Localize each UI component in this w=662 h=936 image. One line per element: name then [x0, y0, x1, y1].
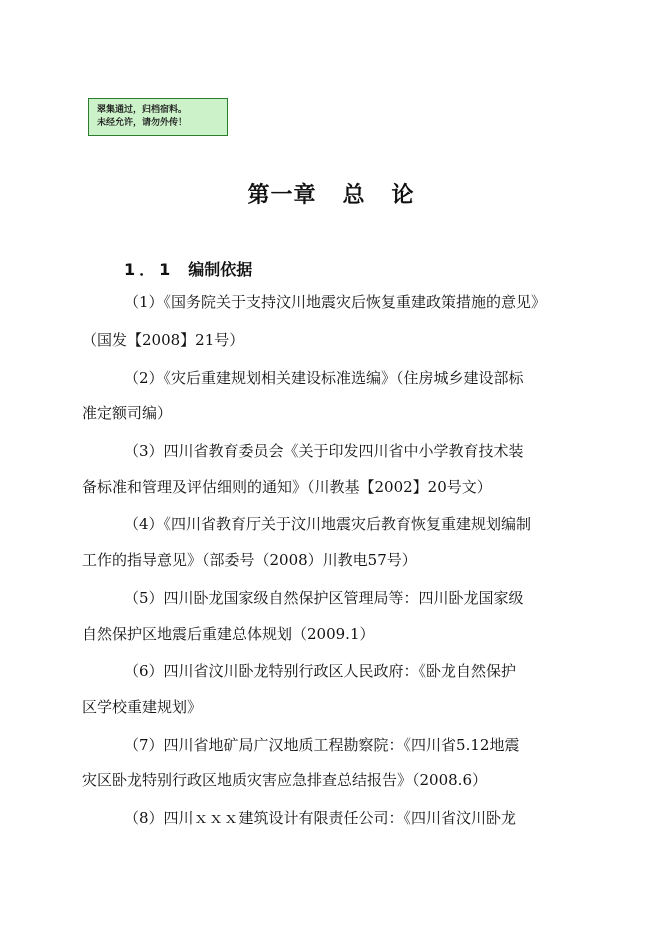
reference-line: （1）《国务院关于支持汶川地震灾后恢复重建政策措施的意见》	[124, 293, 547, 311]
section-number: 1．1	[124, 260, 175, 279]
confidential-notice-box	[88, 98, 228, 136]
reference-line: （国发【2008】21号）	[82, 331, 245, 349]
reference-line: （3）四川省教育委员会《关于印发四川省中小学教育技术装	[124, 442, 524, 460]
reference-line: （2）《灾后重建规划相关建设标准选编》（住房城乡建设部标	[124, 369, 524, 387]
reference-line: （6）四川省汶川卧龙特别行政区人民政府：《卧龙自然保护	[124, 662, 517, 680]
reference-line: 区学校重建规划》	[82, 698, 203, 716]
reference-line: （8）四川ｘｘｘ建筑设计有限责任公司：《四川省汶川卧龙	[124, 809, 517, 827]
reference-line: （5）四川卧龙国家级自然保护区管理局等：四川卧龙国家级	[124, 589, 524, 607]
section-title: 编制依据	[188, 260, 253, 279]
chapter-title	[0, 178, 662, 209]
reference-line: 工作的指导意见》（部委号（2008）川教电57号）	[82, 551, 417, 569]
reference-line: 自然保护区地震后重建总体规划（2009.1）	[82, 625, 375, 643]
chapter-title-word-2: 论	[391, 183, 415, 208]
reference-line: （7）四川省地矿局广汉地质工程勘察院：《四川省5.12地震	[124, 736, 520, 754]
section-heading	[124, 257, 252, 280]
chapter-title-word-1: 总	[342, 183, 366, 208]
reference-line: 备标准和管理及评估细则的通知》（川教基【2002】20号文）	[82, 478, 492, 496]
notice-line-1: 翠集通过，归档宿料。	[97, 105, 188, 115]
notice-line-2: 未经允许，请勿外传！	[97, 118, 188, 128]
reference-line: 灾区卧龙特别行政区地质灾害应急排查总结报告》（2008.6）	[82, 771, 487, 789]
reference-line: 准定额司编）	[82, 404, 173, 422]
chapter-title-number: 第一章	[247, 183, 317, 208]
reference-line: （4）《四川省教育厅关于汶川地震灾后教育恢复重建规划编制	[124, 515, 532, 533]
